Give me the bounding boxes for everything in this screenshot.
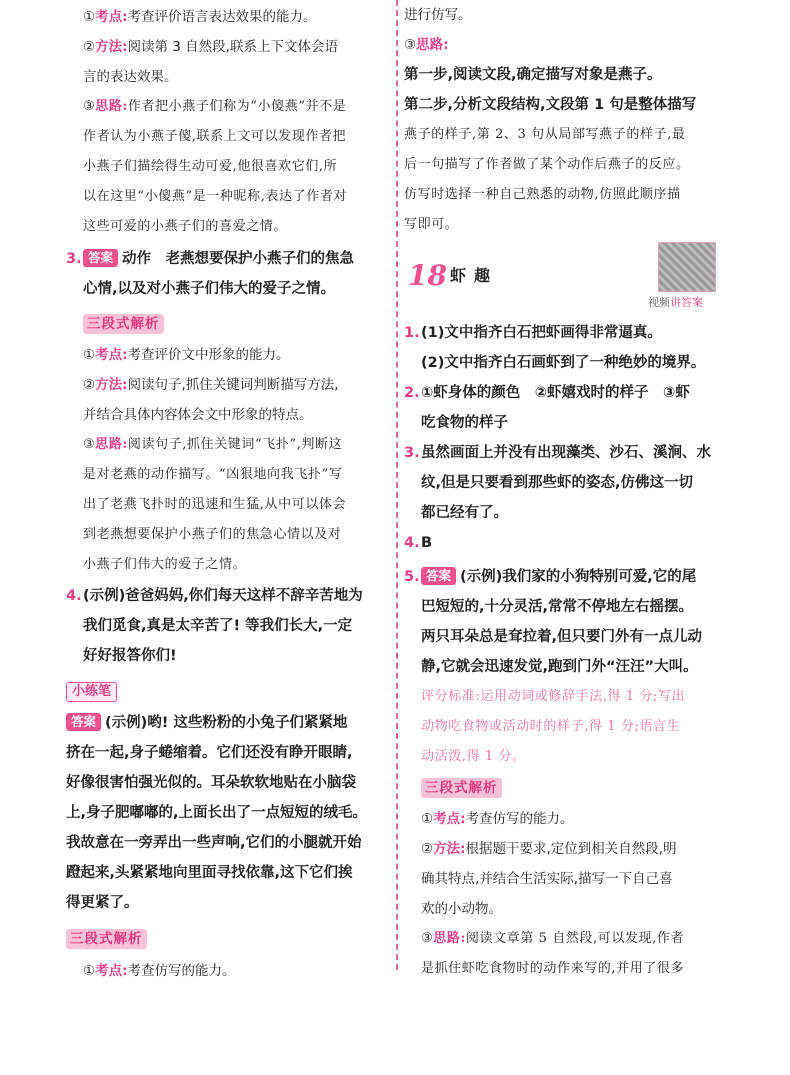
line	[66, 92, 386, 122]
label-kaodian: 考点:	[95, 963, 128, 979]
line-text: 阅读第 3 自然段,联系上下文体会语	[127, 39, 338, 55]
line: 都已经有了。	[421, 505, 508, 521]
line	[404, 562, 726, 592]
line-text: (1)文中指齐白石把虾画得非常逼真。	[421, 325, 662, 341]
answer-q4	[66, 581, 386, 671]
question-number: 4.	[404, 535, 420, 551]
line-text: (示例)哟! 这些粉粉的小兔子们紧紧地	[105, 715, 348, 731]
answer-q5	[404, 562, 726, 772]
question-number: 3.	[404, 445, 420, 461]
line: 蹬起来,头紧紧地向里面寻找依靠,这下它们挨	[66, 865, 353, 881]
line-text: 考查评价文中形象的能力。	[127, 347, 290, 363]
line-text: 运用动词或修辞手法,得 1 分;写出	[480, 689, 686, 704]
line: 动物吃食物或活动时的样子,得 1 分;语言生	[421, 719, 681, 734]
circled-number: ①	[83, 9, 96, 25]
line: 两只耳朵总是耷拉着,但只要门外有一点儿动	[421, 629, 703, 645]
analysis-block-q5	[404, 804, 726, 984]
line	[404, 318, 726, 348]
lesson-number: 18	[408, 259, 447, 292]
section-header-2	[66, 924, 386, 954]
line-text: 考查仿写的能力。	[465, 811, 574, 827]
circled-number: ①	[83, 347, 96, 363]
label-kaodian: 考点:	[95, 347, 128, 363]
line: 心情,以及对小燕子们伟大的爱子之情。	[83, 281, 336, 297]
line: 我故意在一旁弄出一些声响,它们的小腿就开始	[66, 835, 362, 851]
line: 动活泼,得 1 分。	[421, 749, 526, 764]
question-number: 1.	[404, 325, 420, 341]
line: 这些可爱的小燕子们的喜爱之情。	[83, 219, 288, 234]
line: (2)文中指齐白石画虾到了一种绝妙的境界。	[421, 355, 706, 371]
line: 静,它就会迅速发觉,跑到门外“汪汪”大叫。	[421, 659, 698, 675]
line: 好像很害怕强光似的。耳朵软软地贴在小脑袋	[66, 775, 356, 791]
column-divider	[396, 0, 398, 970]
line: 上,身子肥嘟嘟的,上面长出了一点短短的绒毛。	[66, 805, 368, 821]
line: 吃食物的样子	[421, 415, 508, 431]
answer-badge: 答案	[66, 713, 101, 731]
line: 并结合具体内容体会文中形象的特点。	[83, 407, 313, 423]
section-title: 三段式解析	[66, 929, 147, 949]
qr-caption	[648, 294, 703, 310]
line-text: B	[421, 535, 433, 551]
line	[66, 340, 386, 370]
line-text: ①虾身体的颜色 ②虾嬉戏时的样子 ③虾	[421, 385, 690, 401]
line	[404, 30, 726, 60]
line	[66, 581, 386, 611]
section-header-3	[404, 773, 726, 803]
line-text: 作者把小燕子们称为“小傻燕”并不是	[127, 99, 347, 114]
label-kaodian: 考点:	[433, 811, 466, 827]
circled-number: ②	[83, 377, 96, 393]
practice-header	[66, 676, 386, 706]
line: 仿写时选择一种自己熟悉的动物,仿照此顺序描	[404, 187, 681, 202]
question-number: 2.	[404, 385, 420, 401]
line: 进行仿写。	[404, 7, 472, 23]
line: 巴短短的,十分灵活,常常不停地左右摇摆。	[421, 599, 694, 615]
line: 我们觅食,真是太辛苦了! 等我们长大,一定	[83, 618, 353, 634]
line-text: 虽然画面上并没有出现藻类、沙石、溪涧、水	[421, 445, 711, 461]
line: 第一步,阅读文段,确定描写对象是燕子。	[404, 67, 662, 83]
section-title: 三段式解析	[83, 314, 164, 334]
line: 确其特点,并结合生活实际,描写一下自己喜	[421, 871, 673, 887]
line-text: 阅读句子,抓住关键词“飞扑”,判断这	[127, 437, 343, 452]
line-text: 根据题干要求,定位到相关自然段,明	[465, 841, 677, 857]
line: 写即可。	[404, 217, 459, 232]
analysis-block-practice	[66, 956, 386, 986]
line-text: 考查评价语言表达效果的能力。	[127, 9, 317, 25]
line: 言的表达效果。	[83, 69, 178, 85]
circled-number: ①	[421, 811, 434, 827]
line: 得更紧了。	[66, 895, 139, 911]
circled-number: ③	[83, 99, 96, 114]
label-silu: 思路:	[416, 37, 449, 53]
line: 好好报答你们!	[83, 648, 177, 664]
line	[66, 430, 386, 460]
lesson-title: 虾趣	[450, 266, 499, 285]
label-fangfa: 方法:	[95, 39, 128, 55]
label-kaodian: 考点:	[95, 9, 128, 25]
section-title: 三段式解析	[421, 778, 502, 798]
label-fangfa: 方法:	[433, 841, 466, 857]
line: 到老燕想要保护小燕子们的焦急心情以及对	[83, 527, 342, 542]
line	[66, 2, 386, 32]
line	[66, 956, 386, 986]
question-number: 4.	[66, 588, 82, 604]
line	[404, 804, 726, 834]
answer-badge: 答案	[83, 249, 118, 267]
line-text: 阅读文章第 5 自然段,可以发现,作者	[465, 931, 685, 946]
line	[404, 378, 726, 408]
question-number: 3.	[66, 251, 82, 267]
practice-answer	[66, 708, 386, 918]
answer-badge: 答案	[421, 567, 456, 585]
line: 作者认为小燕子傻,联系上文可以发现作者把	[83, 129, 347, 144]
line	[66, 370, 386, 400]
line	[404, 682, 726, 712]
line	[66, 244, 386, 274]
line	[404, 924, 726, 954]
circled-number: ②	[421, 841, 434, 857]
line: 欢的小动物。	[421, 901, 502, 917]
line-text: (示例)我们家的小狗特别可爱,它的尾	[460, 569, 697, 585]
circled-number: ①	[83, 963, 96, 979]
qr-caption-b: 讲答案	[670, 296, 703, 309]
line-text: 动作 老燕想要保护小燕子们的焦急	[122, 251, 355, 267]
qr-code-icon[interactable]	[658, 242, 716, 292]
line: 第二步,分析文段结构,文段第 1 句是整体描写	[404, 97, 697, 113]
section-header-1	[66, 309, 386, 339]
line: 挤在一起,身子蜷缩着。它们还没有睁开眼睛,	[66, 745, 353, 761]
line	[404, 438, 726, 468]
line: 纹,但是只要看到那些虾的姿态,仿佛这一切	[421, 475, 694, 491]
circled-number: ②	[83, 39, 96, 55]
question-number: 5.	[404, 569, 420, 585]
answers-q1-q4	[404, 318, 726, 558]
analysis-block-q2	[66, 2, 386, 242]
line	[66, 32, 386, 62]
line	[66, 708, 386, 738]
label-silu: 思路:	[95, 99, 128, 114]
line-text: 考查仿写的能力。	[127, 963, 236, 979]
line	[404, 528, 726, 558]
line: 出了老燕飞扑时的迅速和生猛,从中可以体会	[83, 497, 347, 512]
line: 燕子的样子,第 2、3 句从局部写燕子的样子,最	[404, 127, 686, 142]
scoring-label: 评分标准:	[421, 689, 481, 704]
label-silu: 思路:	[95, 437, 128, 452]
line-text: 阅读句子,抓住关键词判断描写方法,	[127, 377, 339, 393]
answer-q3	[66, 244, 386, 304]
qr-caption-a: 视频	[648, 296, 670, 309]
line: 后一句描写了作者做了某个动作后燕子的反应。	[404, 157, 690, 172]
line: 是对老燕的动作描写。“凶狠地向我飞扑”写	[83, 467, 343, 482]
analysis-block-q3	[66, 340, 386, 580]
lesson-header	[404, 258, 726, 309]
circled-number: ③	[83, 437, 96, 452]
line: 是抓住虾吃食物时的动作来写的,并用了很多	[421, 961, 685, 976]
line-text: (示例)爸爸妈妈,你们每天这样不辞辛苦地为	[83, 588, 363, 604]
circled-number: ③	[421, 931, 434, 946]
label-silu: 思路:	[433, 931, 466, 946]
line: 以在这里“小傻燕”是一种昵称,表达了作者对	[83, 189, 348, 204]
line: 小燕子们伟大的爱子之情。	[83, 557, 247, 572]
continuation-block	[404, 0, 726, 240]
line: 小燕子们描绘得生动可爱,他很喜欢它们,所	[83, 159, 338, 174]
line	[404, 834, 726, 864]
practice-badge: 小练笔	[66, 682, 117, 702]
circled-number: ③	[404, 37, 417, 53]
label-fangfa: 方法:	[95, 377, 128, 393]
